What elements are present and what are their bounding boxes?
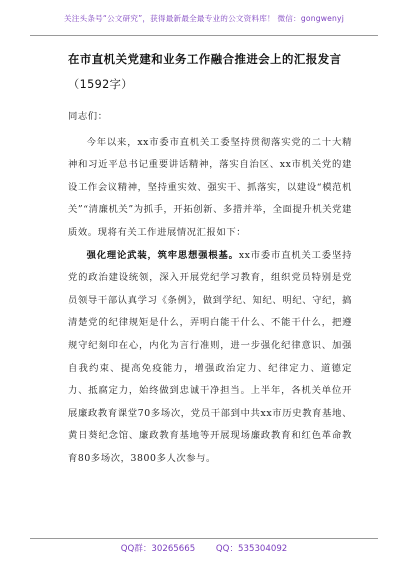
word-count: （1592字） <box>68 78 133 91</box>
footer-contact <box>0 542 408 554</box>
paragraph-intro: 今年以来，xx市委市直机关工委坚持贯彻落实党的二十大精神和习近平总书记重要讲话精神，落实自治区、xx市机关党的建设工作会议精神，坚持重实效、强实干、抓落实，以建设“模范机关”“清廉机关”为抓手，开拓创新、多措并举，全面提升机关党建质效。现将有关工作进展情况汇报如下： <box>68 136 352 238</box>
document-title: 在市直机关党建和业务工作融合推进会上的汇报发言 <box>68 52 342 66</box>
greeting: 同志们： <box>68 111 108 122</box>
footer-qq-group: QQ群：30265665 <box>120 544 196 554</box>
header-divider <box>30 35 378 36</box>
header-banner <box>0 0 408 36</box>
paragraph-lead-heading: 强化理论武装，筑牢思想强根基。 <box>86 249 239 261</box>
footer-divider <box>30 538 378 539</box>
paragraph-theory-text: xx市委市直机关工委坚持党的政治建设统领，深入开展党纪学习教育，组织党员特别是党员领导干部认真学习《条例》，做到学纪、知纪、明纪、守纪，搞清楚党的纪律规矩是什么，弄明白能干什么、不能干什么，把遵规守纪刻印在心，内化为言行准则，进一步强化纪律意识、加强自我约束、提高免疫能力，增强政治定力、纪律定力、道德定力、抵腐定力，始终做到忠诚干净担当。上半年，各机关单位开展廉政教育课堂70多场次，党员干部到中共xx市历史教育基地、黄日葵纪念馆、廉政教育基地等开展现场廉政教育和红色革命教育80多场次，3800多人次参与。 <box>68 249 352 464</box>
footer-qq: QQ：535304092 <box>215 544 288 554</box>
header-promo-text: 关注头条号“公文研究”，获得最新最全最专业的公文资料库！ 微信：gongwenyj <box>63 14 345 23</box>
document-body <box>68 106 352 471</box>
paragraph-theory <box>68 245 352 471</box>
